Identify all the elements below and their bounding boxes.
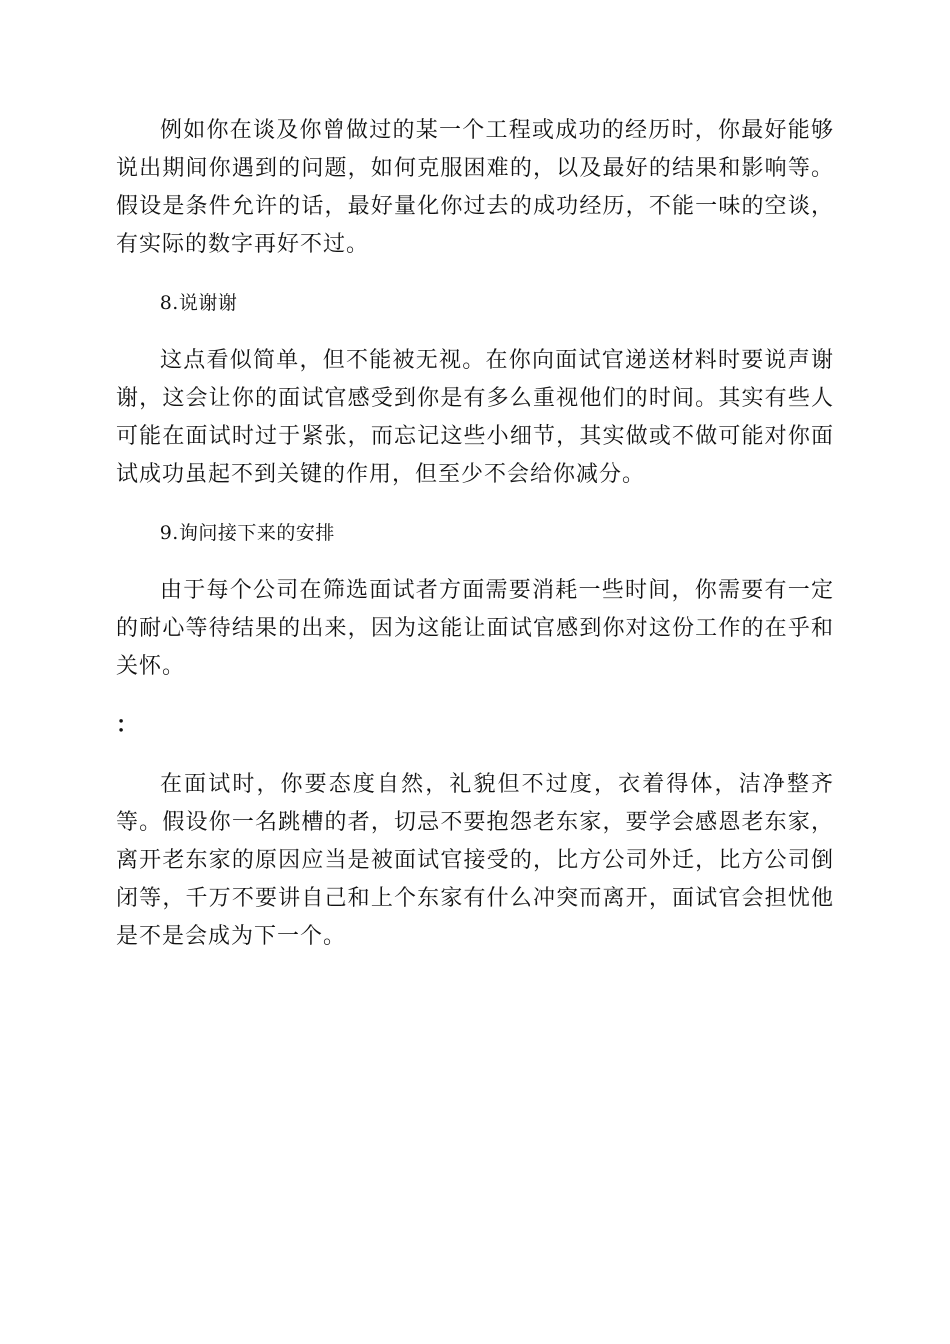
paragraph-thanks: 这点看似简单，但不能被无视。在你向面试官递送材料时要说声谢谢，这会让你的面试官感受到你是有多么重视他们的时间。其实有些人可能在面试时过于紧张，而忘记这些小细节，其实做或不做可能对你面试成功虽起不到关键的作用，但至少不会给你减分。: [116, 348, 834, 487]
paragraph-experience: 例如你在谈及你曾做过的某一个工程或成功的经历时，你最好能够说出期间你遇到的问题，如何克服困难的，以及最好的结果和影响等。假设是条件允许的话，最好量化你过去的成功经历，不能一味的空谈，有实际的数字再好不过。: [116, 118, 834, 257]
paragraph-attitude: 在面试时，你要态度自然，礼貌但不过度，衣着得体，洁净整齐等。假设你一名跳槽的者，切忌不要抱怨老东家，要学会感恩老东家，离开老东家的原因应当是被面试官接受的，比方公司外迁，比方公司倒闭等，千万不要讲自己和上个东家有什么冲突而离开，面试官会担忧他是不是会成为下一个。: [116, 772, 834, 949]
colon-marker: ：: [116, 712, 139, 738]
paragraph-next-steps: 由于每个公司在筛选面试者方面需要消耗一些时间，你需要有一定的耐心等待结果的出来，因为这能让面试官感到你对这份工作的在乎和关怀。: [116, 578, 834, 679]
heading-say-thanks: 8.说谢谢: [159, 292, 238, 314]
heading-ask-next-steps: 9.询问接下来的安排: [159, 522, 335, 544]
